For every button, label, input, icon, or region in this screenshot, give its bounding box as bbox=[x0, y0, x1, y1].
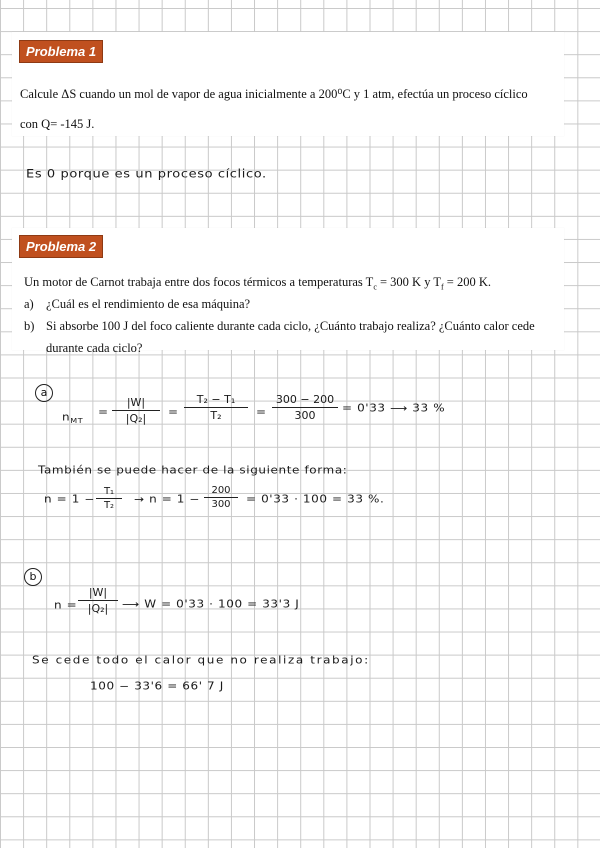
fraction-denominator: 300 bbox=[294, 409, 316, 422]
solution-a-fraction-work-heat bbox=[112, 396, 160, 425]
question-b-label: b) bbox=[24, 319, 35, 333]
problem-1-badge: Problema 1 bbox=[19, 40, 103, 63]
solution-a-lhs bbox=[62, 411, 83, 425]
fraction-numerator: T₁ bbox=[96, 486, 122, 499]
solution-a-equals-2: = bbox=[168, 406, 179, 418]
solution-a-alt-result: = 0'33 · 100 = 33 %. bbox=[246, 493, 385, 505]
solution-b-lhs: n = bbox=[54, 599, 78, 611]
problem-2-intro-sub-c: c bbox=[373, 282, 377, 292]
fraction-denominator: |Q₂| bbox=[87, 602, 109, 615]
problem-2-intro-sub-f: f bbox=[441, 282, 444, 292]
problem-1-statement-line-2: con Q= -145 J. bbox=[20, 117, 95, 131]
solution-b-circle-label: b bbox=[24, 568, 42, 586]
solution-a-lhs-symbol: n bbox=[62, 411, 71, 423]
fraction-denominator: |Q₂| bbox=[125, 412, 147, 425]
fraction-denominator: T₂ bbox=[210, 409, 222, 422]
solution-a-result: = 0'33 ⟶ 33 % bbox=[342, 402, 446, 414]
problem-2-intro bbox=[24, 274, 491, 296]
fraction-denominator: T₂ bbox=[103, 500, 115, 511]
question-b-line-1: Si absorbe 100 J del foco caliente durante cada ciclo, ¿Cuánto trabajo realiza? ¿Cuánto calor cede bbox=[46, 319, 535, 333]
solution-a-lhs-subscript: MT bbox=[70, 417, 84, 425]
fraction-numerator: |W| bbox=[112, 396, 160, 411]
fraction-numerator: T₂ − T₁ bbox=[184, 393, 248, 408]
solution-b-heat-text: Se cede todo el calor que no realiza trabajo: bbox=[32, 654, 370, 666]
problem-2-badge: Problema 2 bbox=[19, 235, 103, 258]
fraction-denominator: 300 bbox=[211, 499, 231, 510]
problem-2-intro-part-1: Un motor de Carnot trabaja entre dos focos térmicos a temperaturas T bbox=[24, 275, 374, 289]
solution-a-circle-label: a bbox=[35, 384, 53, 402]
question-b-line-2: durante cada ciclo? bbox=[46, 341, 143, 355]
solution-a-fraction-values bbox=[272, 393, 338, 422]
solution-a-alt-arrow: → n = 1 − bbox=[134, 493, 201, 505]
solution-a-equals-3: = bbox=[256, 406, 267, 418]
solution-a-equals-1: = bbox=[98, 406, 109, 418]
problem-1-handwritten-answer: Es 0 porque es un proceso cíclico. bbox=[26, 168, 267, 181]
solution-b-heat-calculation: 100 − 33'6 = 66' 7 J bbox=[90, 680, 224, 692]
question-a-text: ¿Cuál es el rendimiento de esa máquina? bbox=[46, 297, 251, 311]
solution-b-fraction bbox=[78, 586, 118, 615]
solution-a-alt-lhs: n = 1 − bbox=[44, 493, 95, 505]
solution-a-fraction-temperatures bbox=[184, 393, 248, 422]
solution-b-work-result: ⟶ W = 0'33 · 100 = 33'3 J bbox=[122, 598, 300, 610]
solution-a-alt-fraction-1 bbox=[96, 486, 122, 511]
fraction-numerator: |W| bbox=[78, 586, 118, 601]
fraction-numerator: 300 − 200 bbox=[272, 393, 338, 408]
problem-2-intro-part-3: = 200 K. bbox=[443, 275, 491, 289]
question-a-label: a) bbox=[24, 297, 34, 311]
solution-a-alternative-text: También se puede hacer de la siguiente forma: bbox=[38, 464, 348, 476]
problem-1-statement-line-1: Calcule ΔS cuando un mol de vapor de agua inicialmente a 200⁰C y 1 atm, efectúa un proceso cíclico bbox=[20, 87, 528, 101]
solution-a-alt-fraction-2 bbox=[204, 485, 238, 510]
fraction-numerator: 200 bbox=[204, 485, 238, 498]
problem-2-intro-part-2: = 300 K y T bbox=[376, 275, 441, 289]
